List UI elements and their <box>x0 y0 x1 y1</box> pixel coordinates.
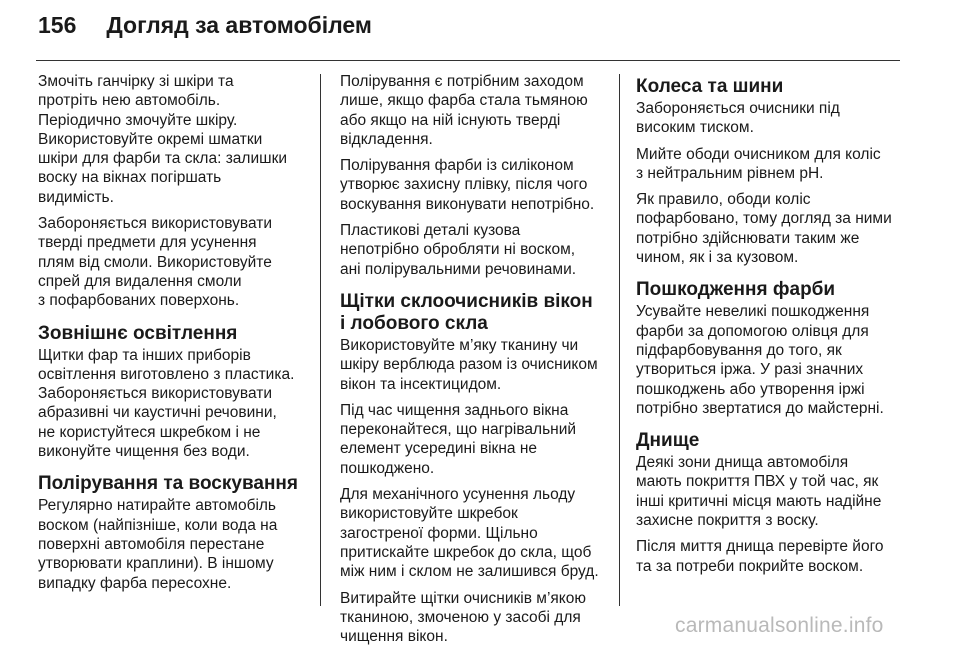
heading-line: і лобового скла <box>340 312 488 334</box>
text-line: відкладення. <box>340 130 433 148</box>
text-line: пошкоджень або утворення іржі <box>636 380 865 398</box>
text-line: Полірування фарби із силіконом <box>340 157 574 175</box>
text-line: інші критичні місця мають надійне <box>636 492 882 510</box>
text-line: Після миття днища перевірте його <box>636 538 884 556</box>
text-line: не користуйтеся шкребком і не <box>38 423 261 441</box>
text-line: протріть нею автомобіль. <box>38 92 221 110</box>
text-line: підфарбовування до того, як <box>636 341 842 359</box>
column-2 <box>340 72 610 653</box>
paragraph <box>636 99 904 138</box>
paragraph <box>636 190 904 267</box>
text-line: Деякі зони днища автомобіля <box>636 454 849 472</box>
text-line: Забороняється використовувати <box>38 215 272 233</box>
paragraph <box>340 589 610 647</box>
text-line: Пластикові деталі кузова <box>340 222 521 240</box>
text-line: чином, як і за кузовом. <box>636 249 799 267</box>
paragraph <box>340 401 610 478</box>
text-line: Витирайте щітки очисників м’якою <box>340 589 586 607</box>
column-1 <box>38 72 310 600</box>
text-line: воском (найпізніше, коли вода на <box>38 516 278 534</box>
text-line: воскування виконувати непотрібно. <box>340 195 595 213</box>
paragraph <box>636 537 904 576</box>
section-heading <box>636 76 904 98</box>
section-heading <box>38 323 310 345</box>
section-heading <box>340 291 610 335</box>
text-line: Використовуйте м’яку тканину чи <box>340 336 579 354</box>
text-line: ані полірувальними речовинами. <box>340 260 577 278</box>
text-line: поверхні автомобіля перестане <box>38 535 265 553</box>
text-line: тверді предмети для усунення <box>38 234 257 252</box>
text-line: Змочіть ганчірку зі шкіри та <box>38 73 234 90</box>
text-line: потрібно здійснювати таким же <box>636 229 860 247</box>
text-line: утворює захисну плівку, після чого <box>340 176 588 194</box>
text-line: лише, якщо фарба стала тьмяною <box>340 92 588 110</box>
heading-line: Полірування та воскування <box>38 473 298 495</box>
page-title: Догляд за автомобілем <box>106 12 372 38</box>
text-line: загостреної форми. Щільно <box>340 524 538 542</box>
paragraph <box>38 496 310 592</box>
text-line: випадку фарба пересохне. <box>38 574 232 592</box>
text-line: тканиною, змоченою у засобі для <box>340 608 581 626</box>
text-line: або якщо на ній існують тверді <box>340 111 561 129</box>
text-line: притискайте шкребок до скла, щоб <box>340 543 592 561</box>
text-line: виконуйте чищення без води. <box>38 443 250 461</box>
column-divider-2 <box>619 74 620 606</box>
paragraph <box>340 156 610 214</box>
text-line: освітлення виготовлено з пластика. <box>38 365 295 383</box>
text-line: високим тиском. <box>636 119 754 137</box>
text-line: використовуйте шкребок <box>340 505 518 523</box>
text-line: елемент усередині вікна не <box>340 440 537 458</box>
page-header <box>38 12 372 44</box>
column-divider-1 <box>320 74 321 606</box>
text-line: чищення вікон. <box>340 628 448 646</box>
paragraph <box>636 453 904 530</box>
paragraph <box>340 485 610 581</box>
text-line: плям від смоли. Використовуйте <box>38 253 272 271</box>
text-line: непотрібно обробляти ні воском, <box>340 241 576 259</box>
text-line: Як правило, ободи коліс <box>636 191 811 209</box>
text-line: з нейтральним рівнем pH. <box>636 164 824 182</box>
text-line: утвориться іржа. У разі значних <box>636 361 864 379</box>
text-line: Забороняється використовувати <box>38 385 272 403</box>
text-line: мають покриття ПВХ у той час, як <box>636 473 879 491</box>
text-line: Щитки фар та інших приборів <box>38 346 251 364</box>
text-line: Регулярно натирайте автомобіль <box>38 497 277 515</box>
text-line: воску на вікнах погіршать <box>38 169 222 187</box>
column-3 <box>636 72 904 583</box>
heading-line: Зовнішнє освітлення <box>38 322 238 344</box>
text-line: шкіру верблюда разом із очисником <box>340 356 598 374</box>
paragraph <box>340 72 610 149</box>
text-line: між ним і склом не залишився бруд. <box>340 563 599 581</box>
paragraph <box>340 221 610 279</box>
section-heading <box>636 279 904 301</box>
heading-line: Днище <box>636 430 700 452</box>
paragraph <box>38 346 310 462</box>
text-line: спрей для видалення смоли <box>38 272 242 290</box>
text-line: Мийте ободи очисником для коліс <box>636 145 881 163</box>
paragraph <box>38 72 310 207</box>
text-line: та за потреби покрийте воском. <box>636 557 864 575</box>
text-line: потрібно звертатися до майстерні. <box>636 399 884 417</box>
text-line: утворювати краплини). В іншому <box>38 555 274 573</box>
text-line: фарби за допомогою олівця для <box>636 322 869 340</box>
text-line: пофарбовано, тому догляд за ними <box>636 210 892 228</box>
text-line: Під час чищення заднього вікна <box>340 401 569 419</box>
text-line: Використовуйте окремі шматки <box>38 130 263 148</box>
text-line: видимість. <box>38 188 114 206</box>
text-line: переконайтеся, що нагрівальний <box>340 421 577 439</box>
text-line: Для механічного усунення льоду <box>340 486 576 504</box>
heading-line: Колеса та шини <box>636 76 784 97</box>
text-line: вікон та інсектицидом. <box>340 375 502 393</box>
text-line: абразивні чи каустичні речовини, <box>38 404 277 422</box>
text-line: шкіри для фарби та скла: залишки <box>38 150 288 168</box>
paragraph <box>636 145 904 184</box>
section-heading <box>38 473 310 495</box>
paragraph <box>636 302 904 418</box>
text-line: Періодично змочуйте шкіру. <box>38 111 238 129</box>
text-line: з пофарбованих поверхонь. <box>38 292 240 310</box>
heading-line: Щітки склоочисників вікон <box>340 290 593 312</box>
text-line: пошкоджено. <box>340 459 435 477</box>
text-line: Усувайте невеликі пошкодження <box>636 303 870 321</box>
text-line: Забороняється очисники під <box>636 100 840 117</box>
page-number: 156 <box>38 12 77 38</box>
watermark: carmanualsonline.info <box>675 614 884 637</box>
section-heading <box>636 430 904 452</box>
header-rule <box>36 60 900 61</box>
text-line: захисне покриття з воску. <box>636 512 819 530</box>
paragraph <box>38 214 310 310</box>
paragraph <box>340 336 610 394</box>
text-line: Полірування є потрібним заходом <box>340 73 584 90</box>
heading-line: Пошкодження фарби <box>636 279 836 301</box>
